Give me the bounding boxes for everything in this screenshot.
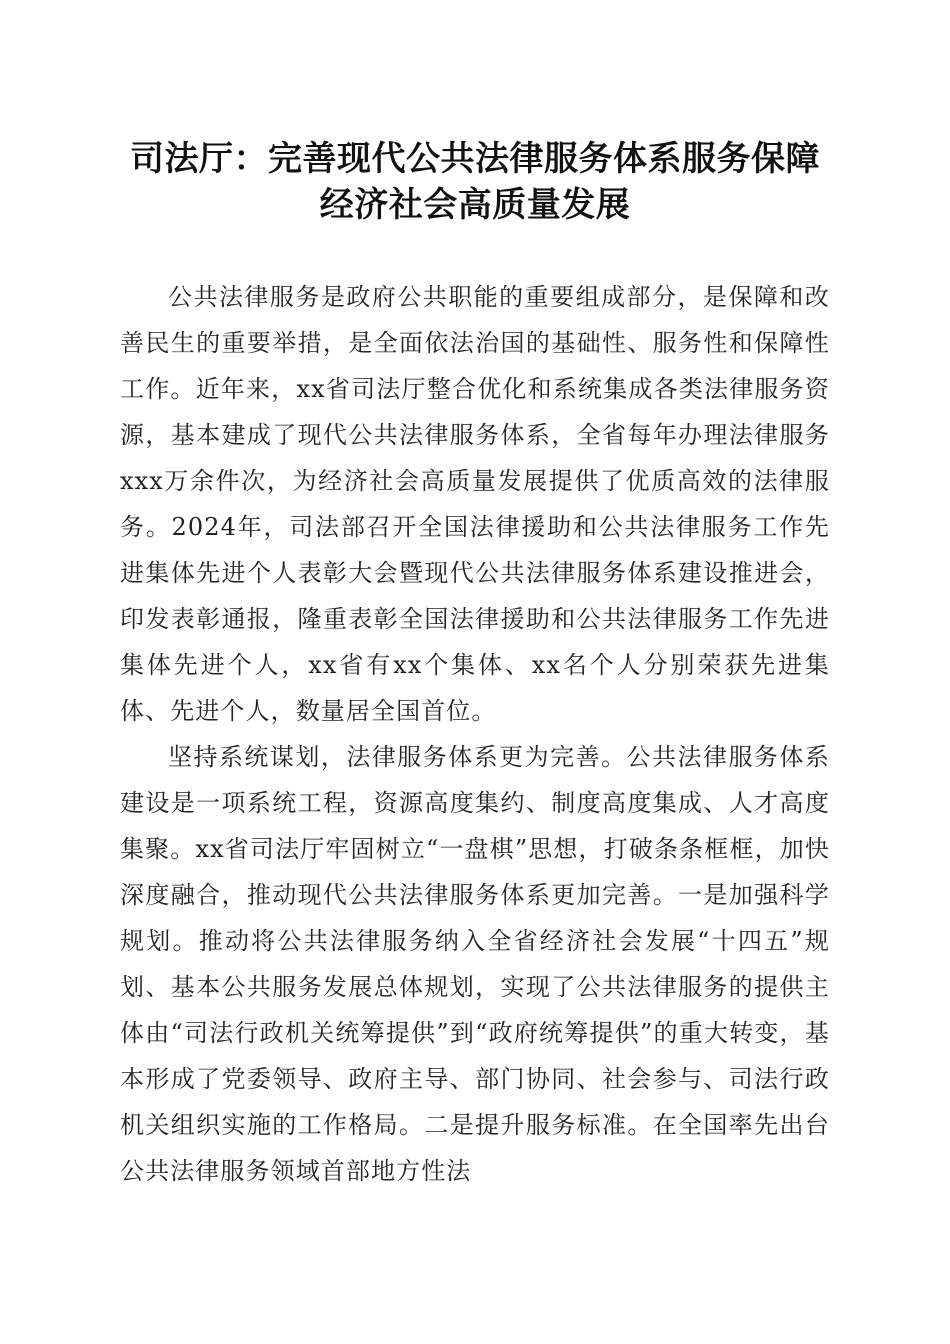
title-line-1: 司法厅：完善现代公共法律服务体系服务保障 <box>130 139 820 179</box>
document-title <box>100 136 850 228</box>
paragraph-2: 坚持系统谋划，法律服务体系更为完善。公共法律服务体系建设是一项系统工程，资源高度集约、制度高度集成、人才高度集聚。xx省司法厅牢固树立“一盘棋”思想，打破条条框框，加快深度融合，推动现代公共法律服务体系更加完善。一是加强科学规划。推动将公共法律服务纳入全省经济社会发展“十四五”规划、基本公共服务发展总体规划，实现了公共法律服务的提供主体由“司法行政机关统筹提供”到“政府统筹提供”的重大转变，基本形成了党委领导、政府主导、部门协同、社会参与、司法行政机关组织实施的工作格局。二是提升服务标准。在全国率先出台公共法律服务领域首部地方性法 <box>120 743 830 1185</box>
document-body <box>120 274 830 1194</box>
paragraph-1: 公共法律服务是政府公共职能的重要组成部分，是保障和改善民生的重要举措，是全面依法治国的基础性、服务性和保障性工作。近年来，xx省司法厅整合优化和系统集成各类法律服务资源，基本建成了现代公共法律服务体系，全省每年办理法律服务xxx万余件次，为经济社会高质量发展提供了优质高效的法律服务。2024年，司法部召开全国法律援助和公共法律服务工作先进集体先进个人表彰大会暨现代公共法律服务体系建设推进会，印发表彰通报，隆重表彰全国法律援助和公共法律服务工作先进集体先进个人，xx省有xx个集体、xx名个人分别荣获先进集体、先进个人，数量居全国首位。 <box>120 283 830 725</box>
title-line-2: 经济社会高质量发展 <box>319 185 631 225</box>
